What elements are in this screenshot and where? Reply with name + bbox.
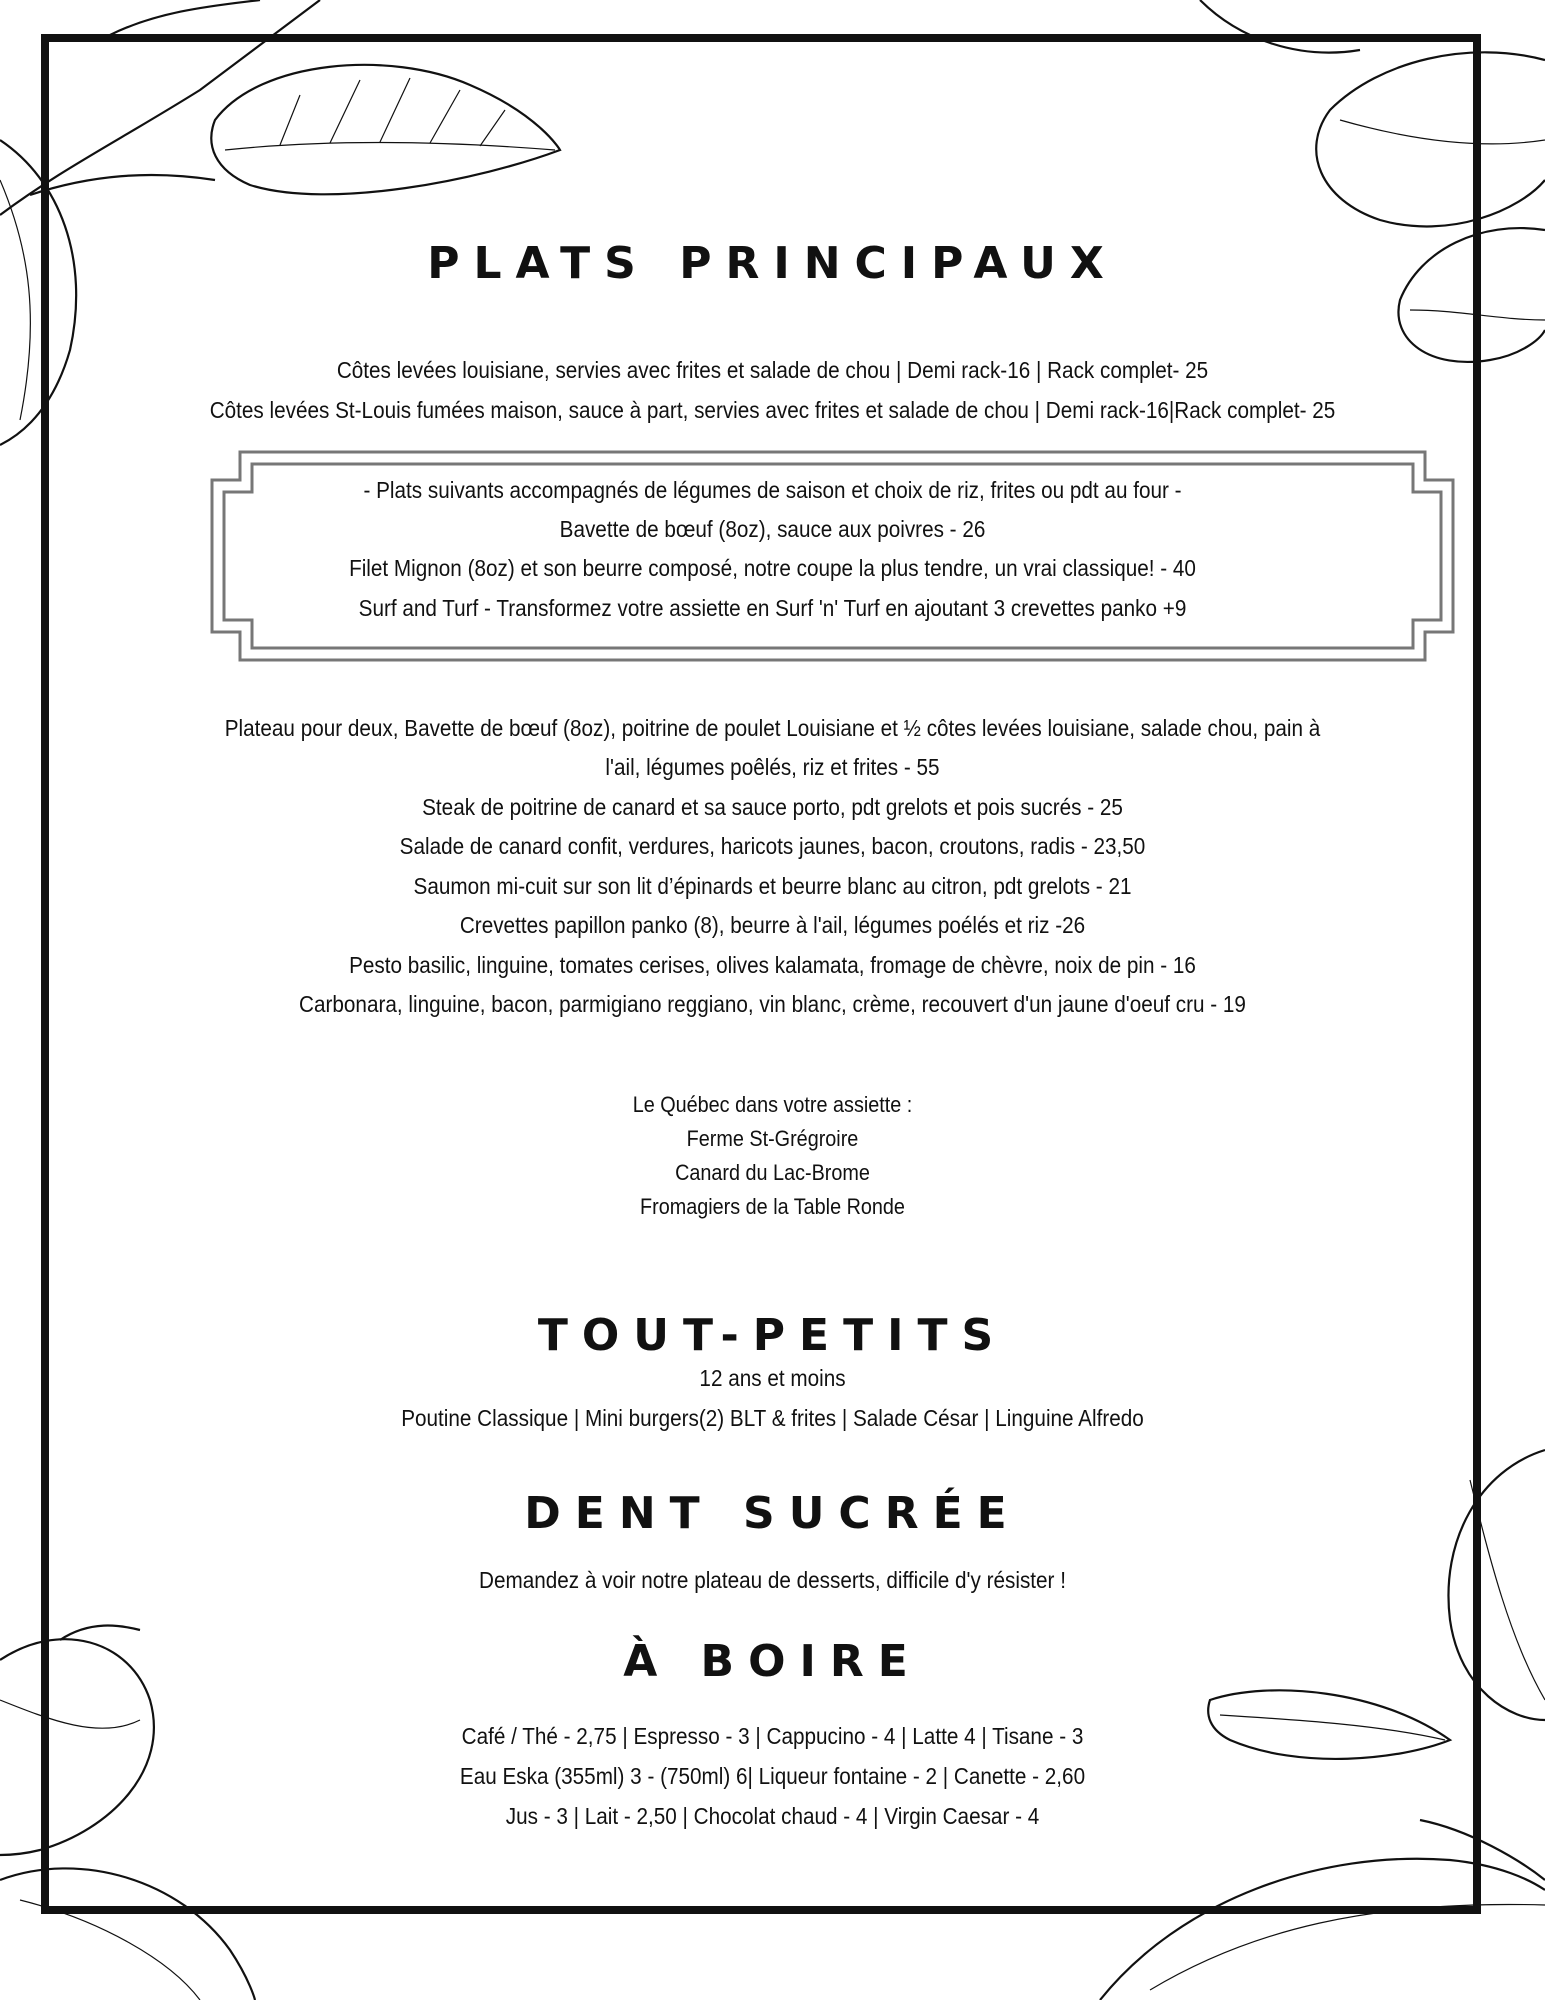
quebec-supplier: Fromagiers de la Table Ronde [640,1194,905,1219]
menu-item: Bavette de bœuf (8oz), sauce aux poivres - 26 [559,516,986,542]
menu-item: Eau Eska (355ml) 3 - (750ml) 6| Liqueur fontaine - 2 | Canette - 2,60 [459,1763,1086,1789]
menu-item: Café / Thé - 2,75 | Espresso - 3 | Cappucino - 4 | Latte 4 | Tisane - 3 [461,1723,1084,1749]
menu-item: Côtes levées St-Louis fumées maison, sauce à part, servies avec frites et salade de chou | Demi rack-16|Rack complet- 25 [209,397,1336,423]
menu-item: Demandez à voir notre plateau de desserts, difficile d'y résister ! [479,1567,1066,1593]
menu-item: Carbonara, linguine, bacon, parmigiano reggiano, vin blanc, crème, recouvert d'un jaune d'oeuf cru - 19 [299,991,1246,1017]
section-subtitle: 12 ans et moins [699,1365,846,1391]
quebec-supplier: Canard du Lac-Brome [675,1160,870,1185]
menu-item: Filet Mignon (8oz) et son beurre composé, notre coupe la plus tendre, un vrai classique! - 40 [349,555,1196,581]
section-title-tout-petits: TOUT-PETITS [537,1310,1008,1361]
section-title-a-boire: À BOIRE [623,1636,922,1687]
menu-item: Côtes levées louisiane, servies avec frites et salade de chou | Demi rack-16 | Rack complet- 25 [336,357,1209,383]
menu-item: Salade de canard confit, verdures, haricots jaunes, bacon, croutons, radis - 23,50 [399,833,1146,859]
menu-item: Steak de poitrine de canard et sa sauce porto, pdt grelots et pois sucrés - 25 [422,794,1123,820]
menu-item: Plateau pour deux, Bavette de bœuf (8oz), poitrine de poulet Louisiane et ½ côtes levées louisiane, salade chou, pain à [224,715,1321,741]
menu-item: Pesto basilic, linguine, tomates cerises, olives kalamata, fromage de chèvre, noix de pin - 16 [349,952,1196,978]
menu-item: Crevettes papillon panko (8), beurre à l'ail, légumes poélés et riz -26 [459,912,1086,938]
section-title-dent-sucree: DENT SUCRÉE [524,1488,1021,1539]
section-title-plats-principaux: PLATS PRINCIPAUX [427,238,1118,289]
menu-item: Poutine Classique | Mini burgers(2) BLT & frites | Salade César | Linguine Alfredo [401,1405,1144,1431]
menu-item: Saumon mi-cuit sur son lit d’épinards et beurre blanc au citron, pdt grelots - 21 [413,873,1132,899]
menu-item: l'ail, légumes poêlés, riz et frites - 55 [605,754,940,780]
menu-item: Surf and Turf - Transformez votre assiette en Surf 'n' Turf en ajoutant 3 crevettes panko +9 [358,595,1187,621]
quebec-supplier: Ferme St-Grégroire [686,1126,859,1151]
menu-item: Jus - 3 | Lait - 2,50 | Chocolat chaud - 4 | Virgin Caesar - 4 [505,1803,1040,1829]
quebec-heading: Le Québec dans votre assiette : [632,1092,913,1117]
boxed-intro: - Plats suivants accompagnés de légumes de saison et choix de riz, frites ou pdt au four - [363,477,1182,503]
